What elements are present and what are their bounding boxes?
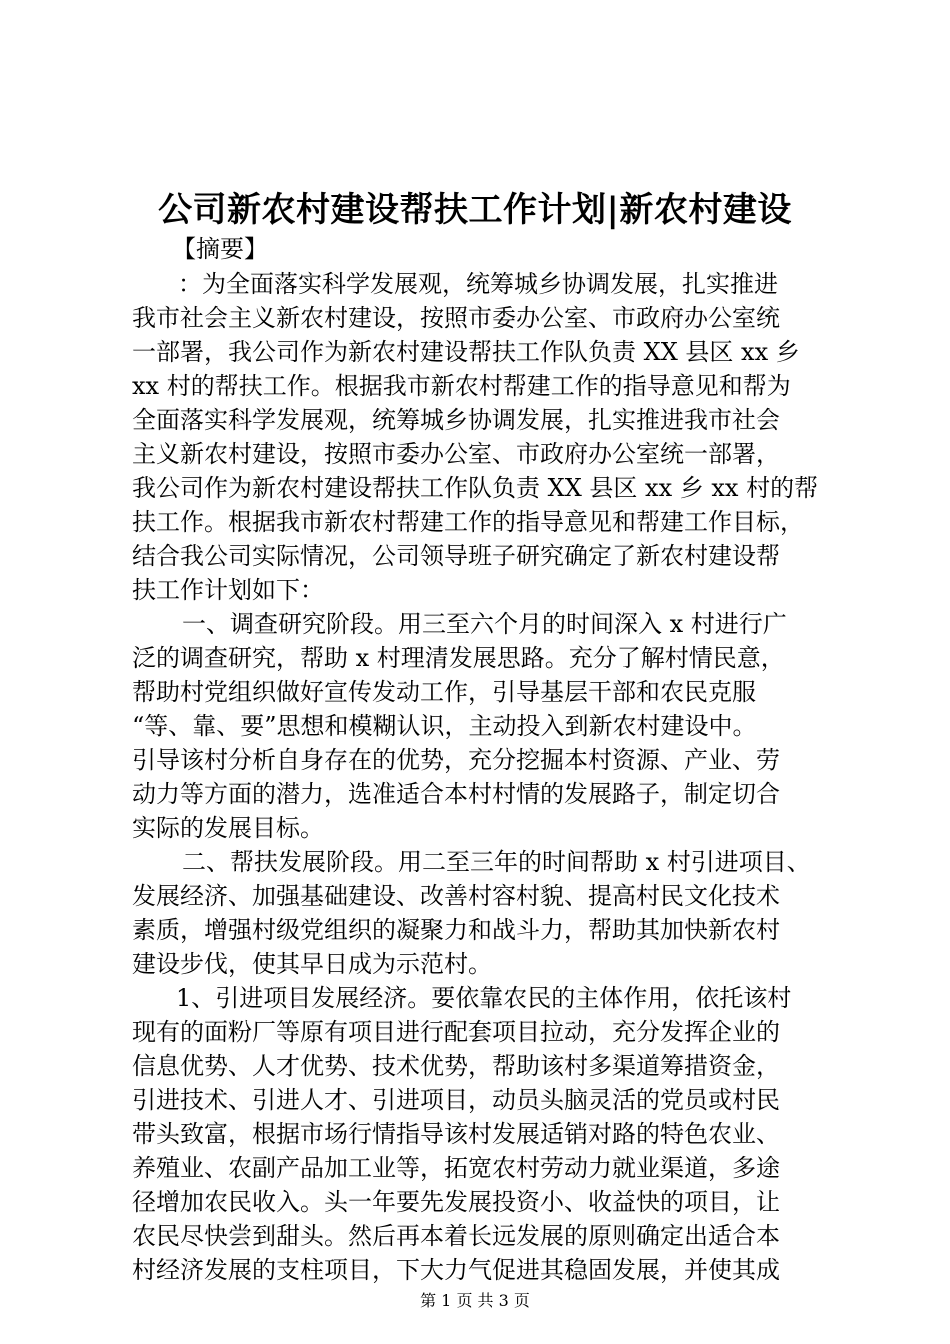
page-footer: 第 1 页 共 3 页 [420, 1291, 530, 1310]
text-line: ：为全面落实科学发展观，统筹城乡协调发展，扎实推进 [178, 270, 778, 298]
text-line: 帮助村党组织做好宣传发动工作，引导基层干部和农民克服 [132, 678, 756, 706]
text-line: 径增加农民收入。头一年要先发展投资小、收益快的项目，让 [132, 1188, 780, 1216]
text-line: 全面落实科学发展观，统筹城乡协调发展，扎实推进我市社会 [132, 406, 780, 434]
text-line: 建设步伐，使其早日成为示范村。 [132, 950, 492, 978]
text-line: 信息优势、人才优势、技术优势，帮助该村多渠道筹措资金， [132, 1052, 780, 1080]
text-line: 扶工作。根据我市新农村帮建工作的指导意见和帮建工作目标， [132, 508, 804, 536]
text-line: “等、靠、要”思想和模糊认识，主动投入到新农村建设中。 [132, 712, 757, 740]
text-line: 一、调查研究阶段。用三至六个月的时间深入 x 村进行广 [182, 610, 787, 638]
text-line: 村经济发展的支柱项目，下大力气促进其稳固发展，并使其成 [132, 1256, 780, 1284]
text-line: 一部署，我公司作为新农村建设帮扶工作队负责 XX 县区 xx 乡 [132, 338, 800, 366]
text-line: 结合我公司实际情况，公司领导班子研究确定了新农村建设帮 [132, 542, 780, 570]
text-line: 我公司作为新农村建设帮扶工作队负责 XX 县区 xx 乡 xx 村的帮 [132, 474, 819, 502]
text-line: 素质，增强村级党组织的凝聚力和战斗力，帮助其加快新农村 [132, 916, 780, 944]
text-line: 养殖业、农副产品加工业等，拓宽农村劳动力就业渠道，多途 [132, 1154, 780, 1182]
document-title: 公司新农村建设帮扶工作计划|新农村建设 [158, 190, 792, 230]
text-line: 引进技术、引进人才、引进项目，动员头脑灵活的党员或村民 [132, 1086, 780, 1114]
text-line: 引导该村分析自身存在的优势，充分挖掘本村资源、产业、劳 [132, 746, 780, 774]
text-line: 扶工作计划如下： [132, 576, 324, 604]
text-line: xx 村的帮扶工作。根据我市新农村帮建工作的指导意见和帮为 [132, 372, 791, 400]
text-line: 主义新农村建设，按照市委办公室、市政府办公室统一部署， [132, 440, 780, 468]
text-line: 我市社会主义新农村建设，按照市委办公室、市政府办公室统 [132, 304, 780, 332]
abstract-label: 【摘要】 [172, 235, 268, 263]
text-line: 发展经济、加强基础建设、改善村容村貌、提高村民文化技术 [132, 882, 780, 910]
text-line: 动力等方面的潜力，选准适合本村村情的发展路子，制定切合 [132, 780, 780, 808]
text-line: 实际的发展目标。 [132, 814, 324, 842]
text-line: 现有的面粉厂等原有项目进行配套项目拉动，充分发挥企业的 [132, 1018, 780, 1046]
text-line: 泛的调查研究，帮助 x 村理清发展思路。充分了解村情民意， [132, 644, 785, 672]
text-line: 带头致富，根据市场行情指导该村发展适销对路的特色农业、 [132, 1120, 780, 1148]
text-line: 二、帮扶发展阶段。用二至三年的时间帮助 x 村引进项目、 [182, 848, 811, 876]
text-line: 1、引进项目发展经济。要依靠农民的主体作用，依托该村 [176, 984, 792, 1012]
text-line: 农民尽快尝到甜头。然后再本着长远发展的原则确定出适合本 [132, 1222, 780, 1250]
